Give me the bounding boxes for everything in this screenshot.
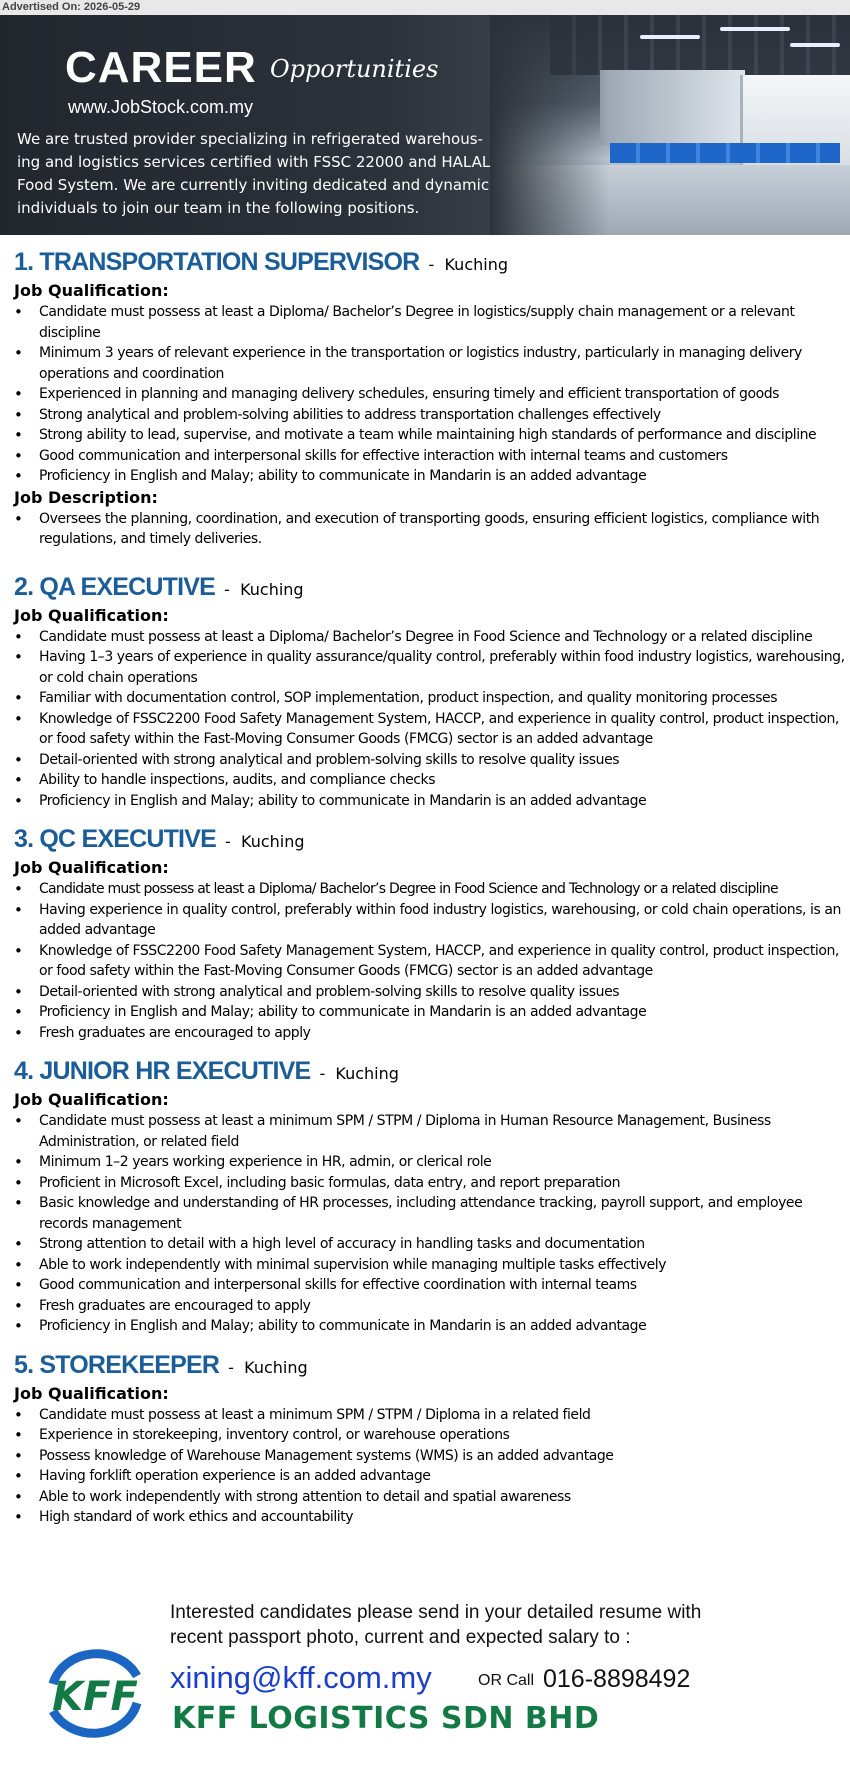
qualification-list [14,879,848,1043]
job-location: - Kuching [225,832,305,851]
apply-instructions-line-1: Interested candidates please send in your detailed resume with [170,1602,702,1623]
job-location: - Kuching [228,1357,308,1377]
list-item: • Fresh graduates are encouraged to apply [14,1296,848,1317]
list-item: • Having experience in quality control, preferably within food industry logistics, warehousing, or cold chain operations, is an added advantage [14,900,848,941]
qualification-heading: Job Qualification: [14,605,169,625]
opportunities-script: Opportunities [270,55,439,83]
list-item: • Minimum 3 years of relevant experience in the transportation or logistics industry, particularly in managing delivery operations and coordination [14,343,848,384]
job-qa-executive [14,571,848,812]
list-item: • Experienced in planning and managing delivery schedules, ensuring timely and efficient transportation of goods [14,384,848,405]
list-item: • Oversees the planning, coordination, and execution of transporting goods, ensuring efficient logistics, compliance with regulations, and timely deliveries. [14,509,848,550]
qualification-heading: Job Qualification: [14,1383,169,1403]
list-item: • Candidate must possess at least a minimum SPM / STPM / Diploma in Human Resource Management, Business Administration, or related field [14,1111,848,1152]
advertised-on-text: Advertised On: 2026-05-29 [2,1,141,13]
list-item: • Experience in storekeeping, inventory control, or warehouse operations [14,1425,848,1446]
list-item: • Familiar with documentation control, SOP implementation, product inspection, and quality monitoring processes [14,688,848,709]
career-heading: CAREER [65,43,257,92]
job-transportation-supervisor [14,246,848,550]
qualification-heading: Job Qualification: [14,281,169,300]
intro-line: Food System. We are currently inviting dedicated and dynamic [17,176,490,194]
list-item: • Good communication and interpersonal skills for effective interaction with internal teams and customers [14,446,848,467]
qualification-heading: Job Qualification: [14,858,169,877]
description-heading: Job Description: [14,487,158,507]
list-item: • Proficient in Microsoft Excel, including basic formulas, data entry, and report preparation [14,1173,848,1194]
list-item: • Detail-oriented with strong analytical and problem-solving skills to resolve quality issues [14,750,848,771]
logo-text: KFF [52,1674,138,1720]
company-name: KFF LOGISTICS SDN BHD [172,1701,600,1736]
list-item: • Strong attention to detail with a high level of accuracy in handling tasks and documentation [14,1234,848,1255]
list-item: • Strong ability to lead, supervise, and motivate a team while maintaining high standards of performance and discipline [14,425,848,446]
list-item: • High standard of work ethics and accountability [14,1507,848,1528]
list-item: • Able to work independently with minimal supervision while managing multiple tasks effectively [14,1255,848,1276]
list-item: • Candidate must possess at least a Diploma/ Bachelor’s Degree in Food Science and Technology or a related discipline [14,627,848,648]
list-item: • Candidate must possess at least a minimum SPM / STPM / Diploma in a related field [14,1405,848,1426]
list-item: • Ability to handle inspections, audits, and compliance checks [14,770,848,791]
advertised-on-bar [0,0,850,15]
job-title: 5. STOREKEEPER [14,1350,220,1379]
job-title: 4. JUNIOR HR EXECUTIVE [14,1057,311,1085]
job-location: - Kuching [428,255,508,274]
job-qc-executive [14,823,848,1043]
list-item: • Good communication and interpersonal skills for effective coordination with internal teams [14,1275,848,1296]
list-item: • Detail-oriented with strong analytical and problem-solving skills to resolve quality issues [14,982,848,1003]
description-list [14,509,848,550]
contact-email-link[interactable]: xining@kff.com.my [170,1660,432,1695]
list-item: • Having 1–3 years of experience in quality assurance/quality control, preferably within food industry logistics, warehousing, or cold chain operations [14,647,848,688]
contact-phone[interactable]: 016-8898492 [543,1665,691,1693]
intro-line: ing and logistics services certified with FSSC 22000 and HALAL [17,153,491,171]
qualification-list [14,1405,848,1528]
list-item: • Proficiency in English and Malay; ability to communicate in Mandarin is an added advantage [14,1316,848,1337]
qualification-list [14,627,848,812]
job-title: 2. QA EXECUTIVE [14,572,216,601]
intro-line: We are trusted provider specializing in refrigerated warehous- [17,130,483,148]
list-item: • Possess knowledge of Warehouse Management systems (WMS) is an added advantage [14,1446,848,1467]
apply-footer [0,1594,850,1786]
list-item: • Proficiency in English and Malay; ability to communicate in Mandarin is an added advantage [14,466,848,487]
qualification-list [14,1111,848,1337]
list-item: • Fresh graduates are encouraged to apply [14,1023,848,1044]
apply-instructions-line-2: recent passport photo, current and expected salary to : [170,1627,631,1648]
job-storekeeper [14,1349,848,1528]
kff-logo-icon [35,1646,155,1741]
list-item: • Proficiency in English and Malay; ability to communicate in Mandarin is an added advantage [14,1002,848,1023]
job-title: 1. TRANSPORTATION SUPERVISOR [14,248,420,276]
or-call-label: OR Call [478,1672,535,1689]
job-listings [14,246,848,1528]
blue-crates [610,143,840,163]
list-item: • Able to work independently with strong attention to detail and spatial awareness [14,1487,848,1508]
list-item: • Knowledge of FSSC2200 Food Safety Management System, HACCP, and experience in quality control, product inspection, or food safety within the Fast-Moving Consumer Goods (FMCG) sector is an added advantage [14,709,848,750]
career-banner [0,15,850,235]
qualification-heading: Job Qualification: [14,1090,169,1109]
list-item: • Proficiency in English and Malay; ability to communicate in Mandarin is an added advantage [14,791,848,812]
company-intro [17,128,497,220]
intro-line: individuals to join our team in the following positions. [17,199,420,217]
list-item: • Candidate must possess at least a Diploma/ Bachelor’s Degree in logistics/supply chain management or a relevant discipline [14,302,848,343]
list-item: • Strong analytical and problem-solving abilities to address transportation challenges effectively [14,405,848,426]
list-item: • Candidate must possess at least a Diploma/ Bachelor’s Degree in Food Science and Technology or a related discipline [14,879,848,900]
job-location: - Kuching [224,579,304,599]
job-title: 3. QC EXECUTIVE [14,825,216,853]
job-junior-hr-executive [14,1055,848,1337]
jobstock-website: www.JobStock.com.my [68,97,254,117]
list-item: • Minimum 1–2 years working experience in HR, admin, or clerical role [14,1152,848,1173]
list-item: • Knowledge of FSSC2200 Food Safety Management System, HACCP, and experience in quality control, product inspection, or food safety within the Fast-Moving Consumer Goods (FMCG) sector is an added advantage [14,941,848,982]
job-location: - Kuching [319,1064,399,1083]
qualification-list [14,302,848,487]
list-item: • Basic knowledge and understanding of HR processes, including attendance tracking, payroll support, and employee records management [14,1193,848,1234]
list-item: • Having forklift operation experience is an added advantage [14,1466,848,1487]
warehouse-photo [490,15,850,235]
